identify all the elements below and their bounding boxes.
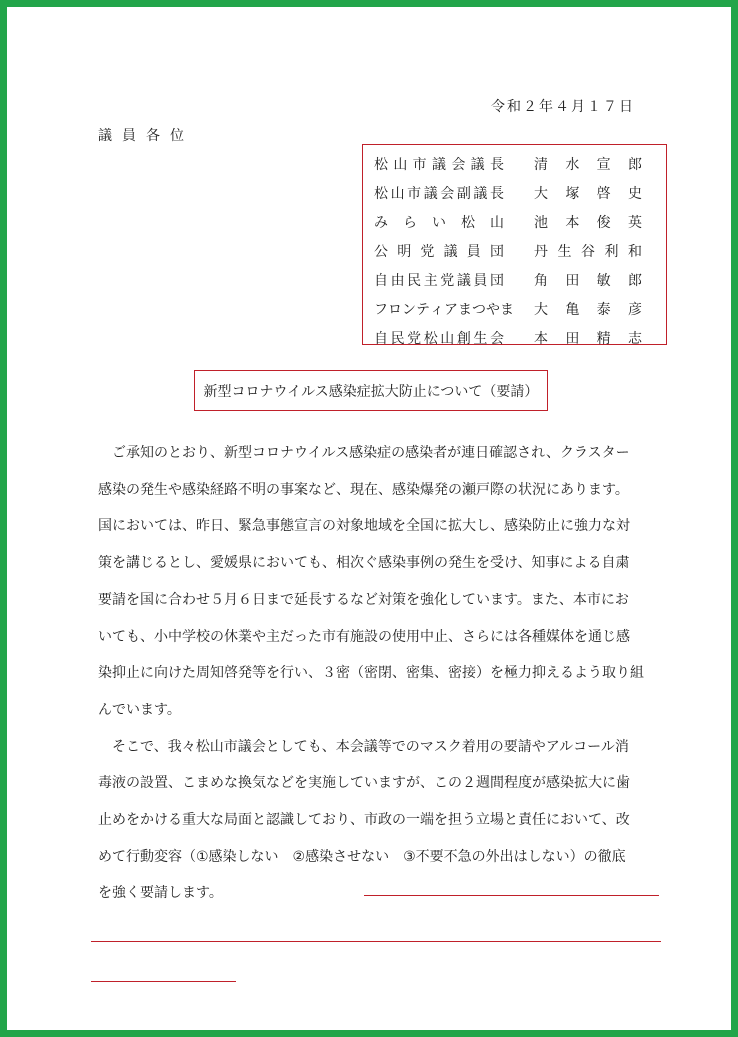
signer-name: 大 塚 啓 史 bbox=[534, 185, 642, 202]
signer-name: 大 亀 泰 彦 bbox=[534, 301, 642, 318]
text-line: 要請を国に合わせ５月６日まで延長するなど対策を強化しています。また、本市にお bbox=[98, 591, 629, 608]
signer-org: 公 明 党 議 員 団 bbox=[374, 243, 504, 260]
emphasis-underline bbox=[364, 895, 659, 896]
text-line: ご承知のとおり、新型コロナウイルス感染症の感染者が連日確認され、クラスター bbox=[98, 445, 630, 461]
text-line: そこで、我々松山市議会としても、本会議等でのマスク着用の要請やアルコール消 bbox=[98, 738, 629, 755]
addressee: 議員各位 bbox=[98, 128, 194, 144]
text-line: めて行動変容（①感染しない ②感染させない ③不要不急の外出はしない）の徹底 bbox=[98, 848, 626, 865]
signer-org: フ ロ ン テ ィ ア ま つ や ま bbox=[374, 301, 514, 318]
signer-row bbox=[363, 236, 666, 265]
signer-row bbox=[363, 265, 666, 294]
signer-name: 角 田 敏 郎 bbox=[534, 272, 642, 289]
subject-title: 新型コロナウイルス感染症拡大防止について（要請） bbox=[194, 370, 548, 411]
text-line: 止めをかける重大な局面と認識しており、市政の一端を担う立場と責任において、改 bbox=[98, 812, 630, 829]
signer-name: 本 田 精 志 bbox=[534, 330, 642, 347]
signer-row bbox=[363, 149, 666, 178]
signer-org: 自 由 民 主 党 議 員 団 bbox=[374, 272, 504, 289]
paragraph-2 bbox=[98, 729, 658, 913]
signer-org: み ら い 松 山 bbox=[374, 214, 504, 231]
text-line: いても、小中学校の休業や主だった市有施設の使用中止、さらには各種媒体を通じ感 bbox=[98, 628, 630, 645]
signer-org: 自 民 党 松 山 創 生 会 bbox=[374, 330, 504, 347]
signer-org: 松 山 市 議 会 議 長 bbox=[374, 156, 504, 173]
signer-row bbox=[363, 207, 666, 236]
text-line: んでいます。 bbox=[98, 701, 181, 718]
text-line: 毒液の設置、こまめな換気などを実施していますが、この２週間程度が感染拡大に歯 bbox=[98, 775, 630, 792]
text-line: 染抑止に向けた周知啓発等を行い、３密（密閉、密集、密接）を極力抑えるよう取り組 bbox=[98, 665, 644, 682]
text-line: を強く要請します。 bbox=[98, 885, 223, 902]
text-line: 策を講じるとし、愛媛県においても、相次ぐ感染事例の発生を受け、知事による自粛 bbox=[98, 555, 630, 572]
text-line: 国においては、昨日、緊急事態宣言の対象地域を全国に拡大し、感染防止に強力な対 bbox=[98, 518, 630, 535]
signer-row bbox=[363, 323, 666, 352]
signer-row bbox=[363, 178, 666, 207]
paragraph-1 bbox=[98, 435, 658, 729]
emphasis-underline bbox=[91, 941, 661, 942]
signer-name: 丹 生 谷 利 和 bbox=[534, 243, 642, 260]
signer-org: 松 山 市 議 会 副 議 長 bbox=[374, 185, 504, 202]
emphasis-underline bbox=[91, 981, 236, 982]
text-line: 感染の発生や感染経路不明の事案など、現在、感染爆発の瀬戸際の状況にあります。 bbox=[98, 481, 629, 498]
body-text bbox=[98, 435, 658, 912]
signer-row bbox=[363, 294, 666, 323]
signer-name: 池 本 俊 英 bbox=[534, 214, 642, 231]
signer-name: 清 水 宣 郎 bbox=[534, 156, 642, 173]
document-date: 令和２年４月１７日 bbox=[491, 99, 635, 115]
signers-box bbox=[362, 144, 667, 345]
